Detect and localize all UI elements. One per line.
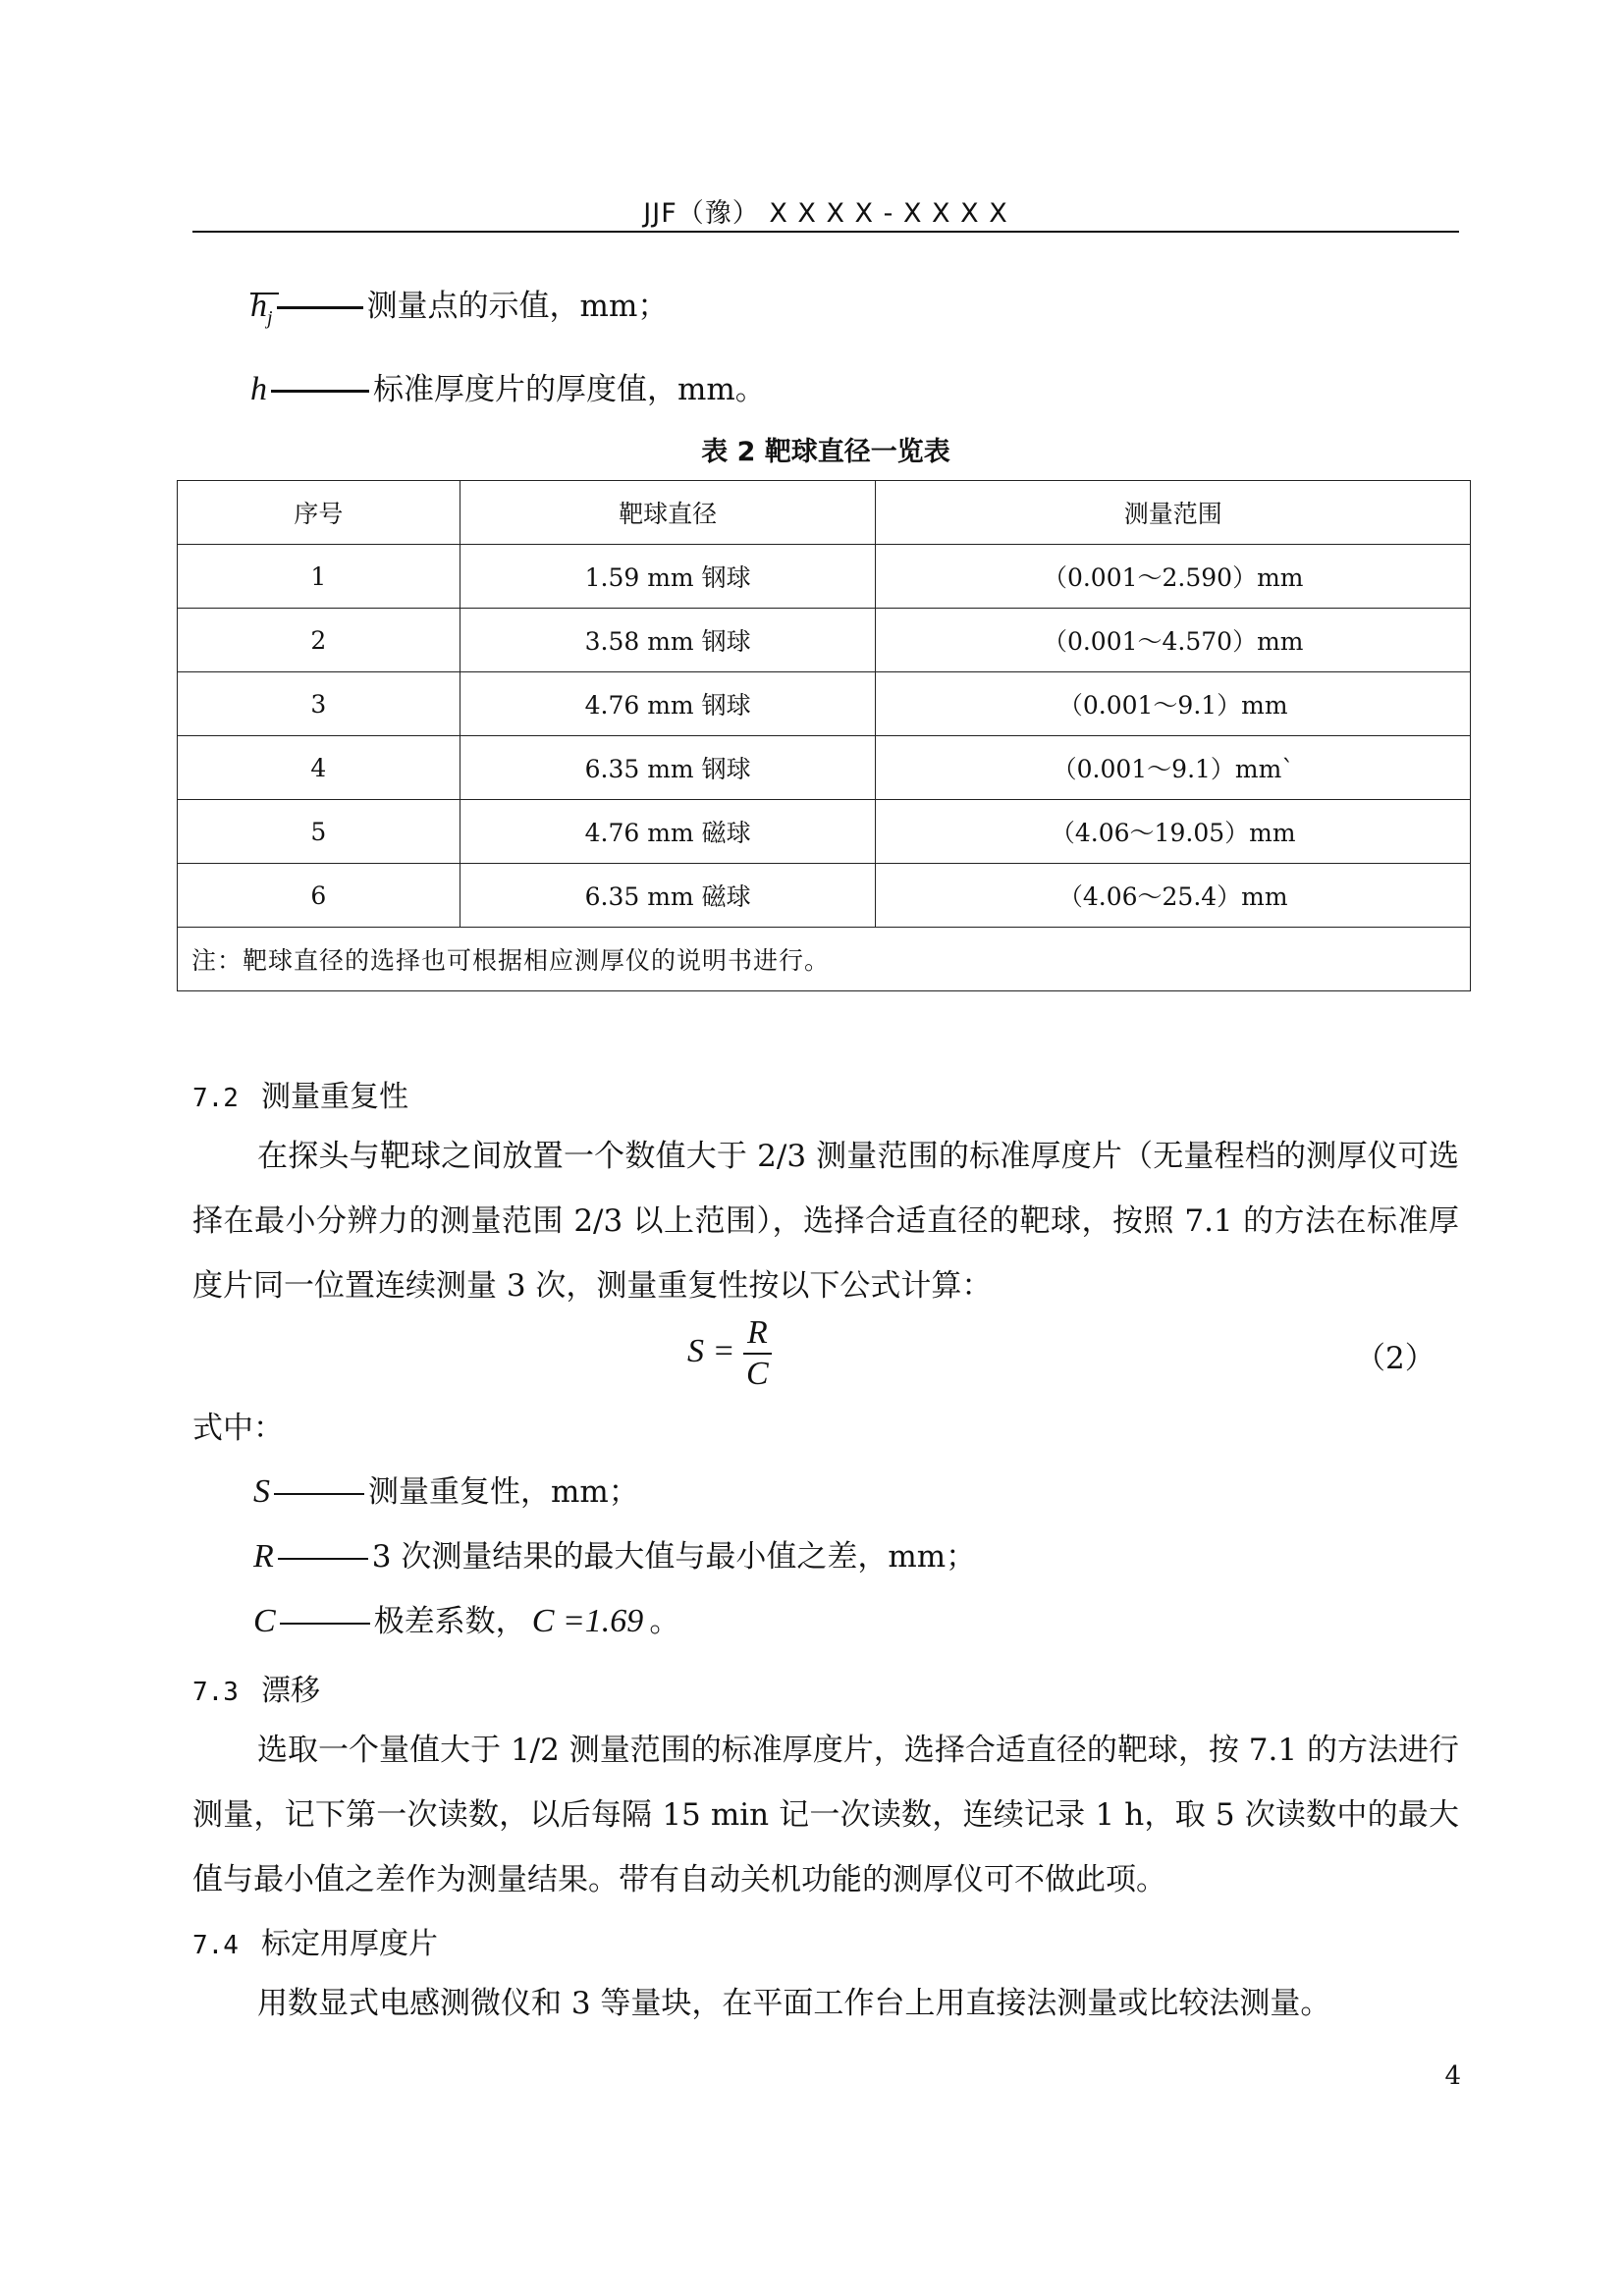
table-cell: 4 — [178, 736, 460, 800]
var-end: 。 — [649, 1604, 680, 1639]
table-note-row — [178, 928, 1471, 991]
table-header-cell: 测量范围 — [876, 481, 1471, 545]
var-symbol-r: R — [253, 1538, 274, 1575]
table-cell: （0.001～4.570）mm — [876, 609, 1471, 672]
var-symbol-h: h — [250, 371, 267, 407]
section-heading-7-4 — [192, 1919, 438, 1962]
table-note: 注：靶球直径的选择也可根据相应测厚仪的说明书进行。 — [178, 928, 1471, 991]
table-row — [178, 672, 1471, 736]
table-header-cell: 靶球直径 — [460, 481, 876, 545]
var-def-h — [250, 370, 766, 409]
table-cell: 6 — [178, 864, 460, 928]
table-cell: 3 — [178, 672, 460, 736]
em-dash — [278, 1558, 368, 1560]
var-def-c — [253, 1602, 679, 1641]
var-desc: 极差系数， — [373, 1604, 526, 1639]
section-number: 7.3 — [192, 1678, 239, 1707]
formula-fraction — [743, 1313, 772, 1394]
table-cell: （4.06～25.4）mm — [876, 864, 1471, 928]
var-desc: 3 次测量结果的最大值与最小值之差，mm； — [371, 1539, 977, 1575]
var-symbol-c: C — [253, 1603, 276, 1639]
paragraph-7-2: 在探头与靶球之间放置一个数值大于 2/3 测量范围的标准厚度片（无量程档的测厚仪可选择在最小分辨力的测量范围 2/3 以上范围），选择合适直径的靶球，按照 7.1 的方法在标准厚度片同一位置连续测量 3 次，测量重复性按以下公式计算： — [192, 1139, 1459, 1304]
em-dash — [271, 390, 369, 393]
paragraph-7-4: 用数显式电感测微仪和 3 等量块，在平面工作台上用直接法测量或比较法测量。 — [257, 1986, 1331, 2021]
em-dash — [274, 1493, 364, 1495]
header-rule — [192, 231, 1459, 233]
table-row — [178, 800, 1471, 864]
var-desc: 测量点的示值，mm； — [366, 289, 669, 324]
running-header: JJF（豫） X X X X - X X X X — [643, 198, 1008, 229]
section-title: 测量重复性 — [261, 1080, 408, 1114]
table-cell: （4.06～19.05）mm — [876, 800, 1471, 864]
var-value: C =1.69 — [531, 1603, 644, 1639]
section-number: 7.2 — [192, 1084, 239, 1113]
table-header-cell: 序号 — [178, 481, 460, 545]
formula-lhs: S = — [687, 1332, 735, 1369]
table-cell: 6.35 mm 钢球 — [460, 736, 876, 800]
var-def-hj — [250, 287, 668, 338]
var-def-r — [253, 1537, 976, 1576]
table-cell: 4.76 mm 钢球 — [460, 672, 876, 736]
section-title: 漂移 — [261, 1674, 320, 1708]
section-heading-7-2 — [192, 1072, 408, 1115]
table-cell: 4.76 mm 磁球 — [460, 800, 876, 864]
var-symbol-s: S — [253, 1473, 270, 1510]
table-cell: 2 — [178, 609, 460, 672]
var-desc: 测量重复性，mm； — [368, 1474, 639, 1510]
section-number: 7.4 — [192, 1931, 239, 1960]
table-cell: （0.001～9.1）mm — [876, 672, 1471, 736]
em-dash — [280, 1623, 370, 1625]
table-cell: （0.001～2.590）mm — [876, 545, 1471, 609]
table-cell: 3.58 mm 钢球 — [460, 609, 876, 672]
table-caption: 表 2 靶球直径一览表 — [701, 437, 950, 467]
target-ball-table — [177, 480, 1471, 991]
var-symbol-hj: $h_j$ — [250, 287, 273, 338]
page-number: 4 — [1444, 2061, 1461, 2091]
paragraph-7-3: 选取一个量值大于 1/2 测量范围的标准厚度片，选择合适直径的靶球，按 7.1 的方法进行测量，记下第一次读数，以后每隔 15 min 记一次读数，连续记录 1 h，取 5 次读数中的最大值与最小值之差作为测量结果。带有自动关机功能的测厚仪可不做此项。 — [192, 1733, 1459, 1897]
table-cell: 1 — [178, 545, 460, 609]
formula-denominator: C — [746, 1356, 769, 1392]
formula-number: （2） — [1355, 1341, 1435, 1376]
table-cell: 5 — [178, 800, 460, 864]
em-dash — [277, 306, 363, 309]
section-heading-7-3 — [192, 1666, 320, 1709]
var-def-s — [253, 1472, 639, 1512]
section-title: 标定用厚度片 — [261, 1927, 438, 1961]
table-row — [178, 736, 1471, 800]
table-header-row — [178, 481, 1471, 545]
table-cell: 1.59 mm 钢球 — [460, 545, 876, 609]
table-row — [178, 864, 1471, 928]
var-desc: 标准厚度片的厚度值，mm。 — [373, 372, 766, 407]
table-row — [178, 545, 1471, 609]
where-label: 式中： — [192, 1411, 284, 1446]
table-row — [178, 609, 1471, 672]
table-cell: （0.001～9.1）mm` — [876, 736, 1471, 800]
formula-numerator: R — [743, 1313, 772, 1355]
table-cell: 6.35 mm 磁球 — [460, 864, 876, 928]
formula-2 — [687, 1313, 772, 1394]
